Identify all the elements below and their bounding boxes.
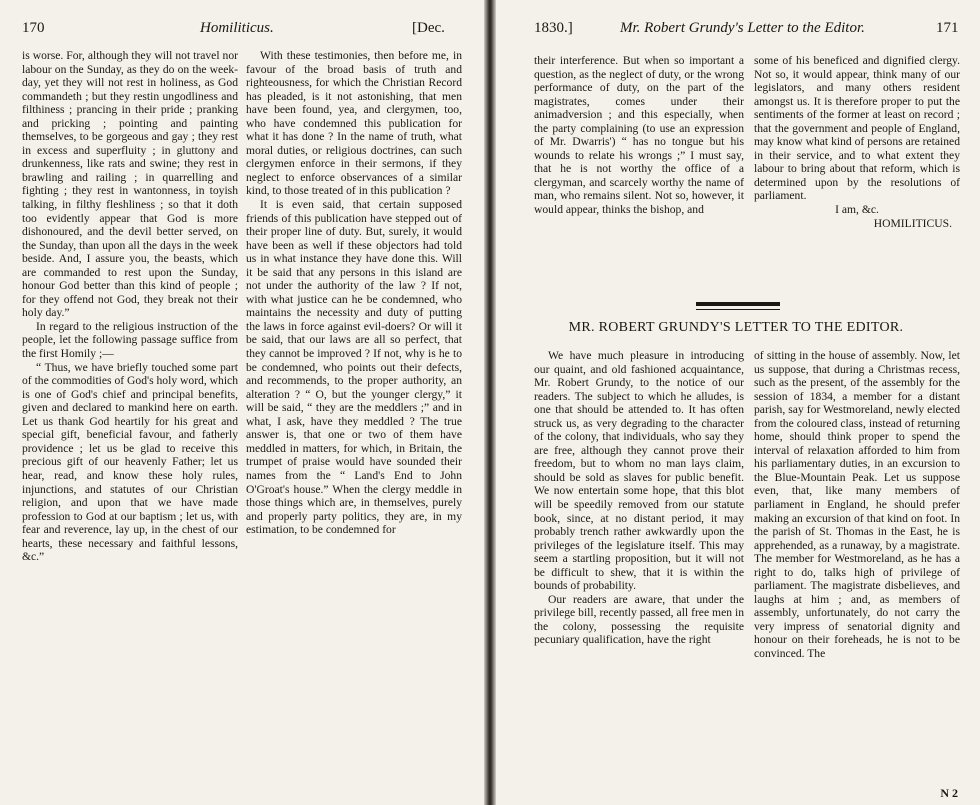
right-upper-column-2 [754, 54, 960, 230]
right-header-year: 1830.] [534, 20, 573, 36]
section-title: MR. ROBERT GRUNDY'S LETTER TO THE EDITOR. [568, 320, 904, 335]
author-signature: HOMILITICUS. [873, 216, 952, 230]
signature-mark: N 2 [940, 786, 958, 800]
right-running-title: Mr. Robert Grundy's Letter to the Editor. [620, 20, 865, 36]
right-upper-col2-text: some of his beneficed and dignified clergy. Not so, it would appear, think many of our legislators, and many others resident amongst us. It is therefore proper to put the sentiments of the former at least on record ; that the government and people of England, may know what kind of persons are retained in their service, and to what extent they labour to bring about that reform, which is determined upon by the resolutions of parliament. [754, 54, 960, 203]
right-lower-column-2 [754, 349, 960, 661]
left-col2-paragraph-1: With these testimonies, then before me, in favour of the broad basis of truth and righteousness, for which the Christian Record has pleaded, is it not astonishing, that men have been found, yea, and clergymen, too, who have condemned this publication for what it has done ? In the name of truth, what moral duties, or religious doctrines, can such clergymen enforce in their sermons, if they neglect to enforce observances of a similar kind, to those treated of in this publication ? [246, 49, 462, 198]
left-running-title: Homiliticus. [200, 20, 274, 36]
right-lower-col1-paragraph-1: We have much pleasure in introducing our quaint, and old fashioned acquaintance, Mr. Robert Grundy, to the notice of our readers. The subject to which he alludes, is one that should be attended to. It has often struck us, as very degrading to the character of the colony, that individuals, who say they are free, although they cannot prove their freedom, but to whom no man lays claim, should be sold as slaves for public benefit. We now entertain some hope, that this blot will be speedily removed from our statute book, since, at no distant period, it may probably trench rather awkwardly upon the privileges of the legislature itself. This may seem a startling proposition, but it will not be difficult to shew, that it is within the bounds of probability. [534, 349, 744, 593]
right-page [496, 0, 980, 805]
right-page-header [496, 20, 980, 40]
divider-thick-rule [696, 302, 780, 306]
left-column-1 [22, 49, 238, 564]
left-page-number: 170 [22, 20, 45, 36]
left-col2-paragraph-2: It is even said, that certain supposed friends of this publication have stepped out of their proper line of duty. But, surely, it would have been as well if these objectors had told us in what instance they have done this. Will it be said that any persons in this island are not under the authority of the law ? If not, with what justice can he be condemned, who maintains the necessity and duty of putting the laws in force against evil-doers? Or will it be said, that our laws are all so perfect, that they cannot be improved ? If not, why is he to be condemned, who points out their defects, and recommends, to the proper authority, an alteration ? “ O, but the younger clergy,” it will be said, “ they are the meddlers ;” and in what, I ask, have they meddled ? The true answer is, that one or two of them have meddled in matters, for which, in Britain, the trumpet of praise would have sounded their names from the “ Land's End to John O'Groat's house.” When the clergy meddle in those things which are, in themselves, purely and properly party politics, they are, in my estimation, to be condemned for [246, 198, 462, 537]
right-lower-col2-text: of sitting in the house of assembly. Now, let us suppose, that during a Christmas recess, such as the present, of the assembly for the session of 1834, a member for a distant parish, say for Westmoreland, newly elected from the coloured class, instead of returning home, should think proper to spend the interval of relaxation afforded to him from his parliamentary duties, in an excursion to the Blue-Mountain Peak. Let us suppose even, that, like many members of parliament in England, he should prefer making an excursion of that kind on foot. In the parish of St. Thomas in the East, he is apprehended, as a runaway, by a magistrate. The member for Westmoreland, as he has a right to do, talks high of privilege of parliament. The magistrate disbelieves, and laughs at him ; and, as members of assembly, unfortunately, do not carry the very impress of senatorial dignity and honour on their foreheads, he is not to be convinced. The [754, 349, 960, 661]
left-column-2 [246, 49, 462, 537]
left-col1-paragraph-2: In regard to the religious instruction of the people, let the following passage suffice from the first Homily ;— [22, 319, 238, 361]
right-upper-column-1 [534, 54, 744, 217]
left-page [0, 0, 484, 805]
left-col1-paragraph-1: is worse. For, although they will not travel nor labour on the Sunday, as they do on the week-day, yet they will not rest in holiness, as God commandeth ; but they restin ungodliness and filthiness ; prancing in their pride ; pranking and pricking ; pointing and painting themselves, to be gorgeous and gay ; they rest in excess and superfluity ; in gluttony and drunkenness, like rats and swine; they rest in brawling and railing ; in quarrelling and fighting ; they rest in wantonness, in toyish talking, in filthy fleshliness ; so that it doth too evidently appear that God is more dishonoured, and the devil better served, on the Sunday, than upon all the days in the week beside. And, I assure you, the beasts, which are commanded to rest upon the Sunday, honour God better than this kind of people ; for they offend not God, they break not their holy day.” [22, 49, 238, 320]
closing-line: I am, &c. [835, 203, 879, 217]
left-col1-paragraph-3: “ Thus, we have briefly touched some part of the commodities of God's holy word, which is one of God's chief and principal benefits, given and declared to mankind here on earth. Let us thank God heartily for his great and special gift, beneficial favour, and fatherly providence ; let us be glad to receive this precious gift of our heavenly Father; let us hear, read, and know these holy rules, injunctions, and statutes of our Christian religion, and upon that we have made profession to God at our baptism ; let us, with fear and reverence, lay up, in the chest of our hearts, these necessary and faithful lessons, &c.” [22, 360, 238, 564]
right-page-number: 171 [936, 20, 959, 36]
right-lower-col1-paragraph-2: Our readers are aware, that under the privilege bill, recently passed, all free men in the colony, possessing the requisite pecuniary qualification, have the right [534, 592, 744, 647]
divider-thin-rule [696, 309, 780, 310]
book-gutter [484, 0, 496, 805]
left-header-date: [Dec. [412, 20, 445, 36]
right-lower-column-1 [534, 349, 744, 647]
right-upper-col1-text: their interference. But when so important a question, as the neglect of duty, or the wrong performance of duty, on the part of the magistrates, comes under their animadversion ; and this especially, when the party complaining (to use an expression of Mr. Dwarris') “ has no tongue but his wounds to relate his wrongs ;” I must say, that he is not worthy the office of a clergyman, and scarcely worthy the name of man, who remains silent. Not so, however, it would appear, thinks the bishop, and [534, 54, 744, 217]
left-page-header [0, 20, 484, 40]
